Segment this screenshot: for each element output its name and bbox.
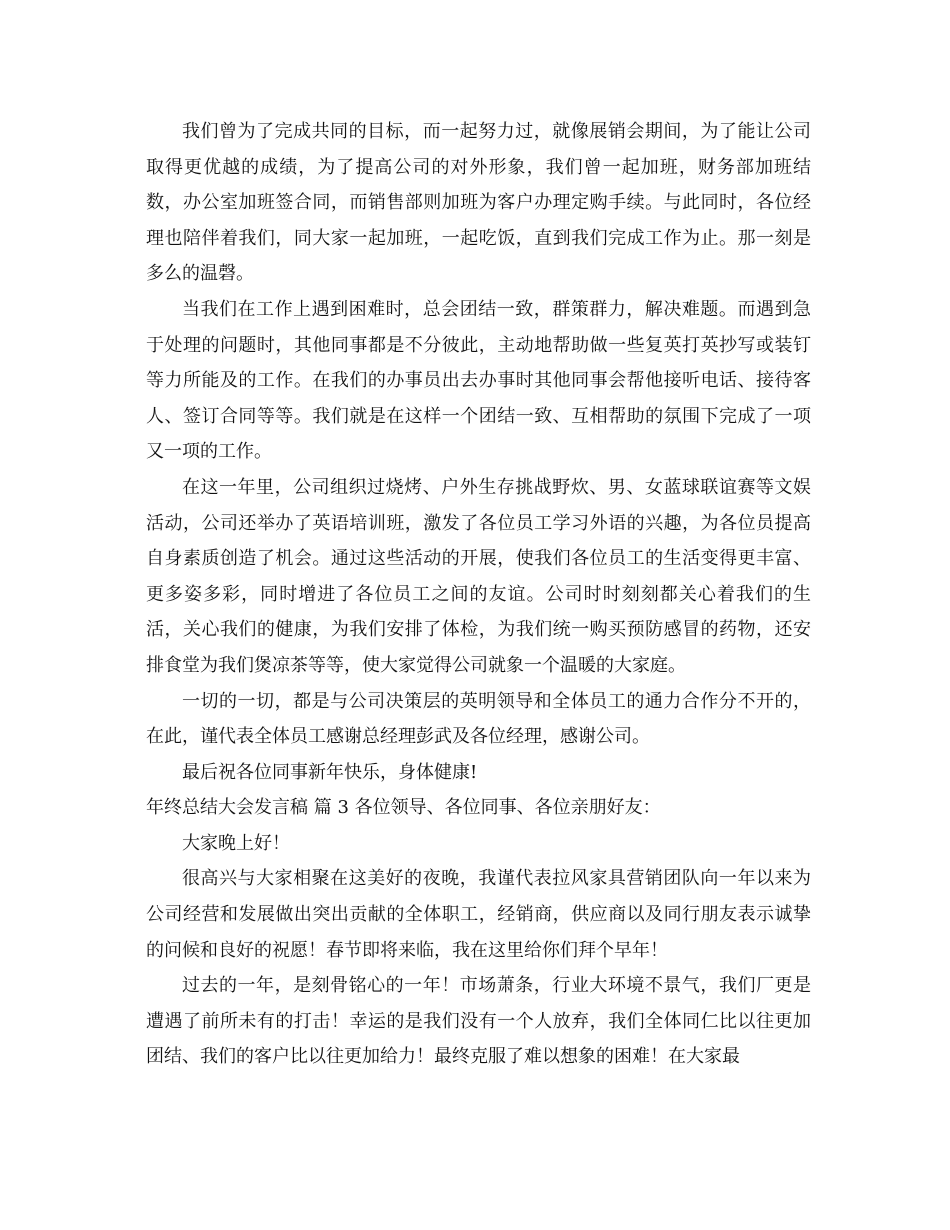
paragraph-greeting: 大家晚上好！ [182,832,290,854]
paragraph-teamwork: 当我们在工作上遇到困难时，总会团结一致，群策群力，解决难题。而遇到急于处理的问题时，其他同事都是不分彼此，主动地帮助做一些复英打英抄写或装钉等力所能及的工作。在我们的办事员出去办事时其他同事会帮他接听电话、接待客人、签订合同等等。我们就是在这样一个团结一致、互相帮助的氛围下完成了一项又一项的工作。 [146,298,811,463]
document-body [146,114,811,1075]
section-heading: 年终总结大会发言稿 篇 3 各位领导、各位同事、各位亲朋好友： [146,797,661,819]
paragraph-welcome: 很高兴与大家相聚在这美好的夜晚，我谨代表拉风家具营销团队向一年以来为公司经营和发展做出突出贡献的全体职工，经销商，供应商以及同行朋友表示诚挚的问候和良好的祝愿！春节即将来临，我在这里给你们拜个早年！ [146,868,811,961]
paragraph-wishes: 最后祝各位同事新年快乐，身体健康! [182,761,478,783]
paragraph-review: 过去的一年，是刻骨铭心的一年！市场萧条，行业大环境不景气，我们厂更是遭遇了前所未有的打击！幸运的是我们没有一个人放弃，我们全体同仁比以往更加团结、我们的客户比以往更加给力！最终克服了难以想象的困难！在大家最 [146,975,811,1068]
paragraph-overtime: 我们曾为了完成共同的目标，而一起努力过，就像展销会期间，为了能让公司取得更优越的成绩，为了提高公司的对外形象，我们曾一起加班，财务部加班结数，办公室加班签合同，而销售部则加班为客户办理定购手续。与此同时，各位经理也陪伴着我们，同大家一起加班，一起吃饭，直到我们完成工作为止。那一刻是多么的温磬。 [146,121,811,285]
paragraph-activities: 在这一年里，公司组织过烧烤、户外生存挑战野炊、男、女蓝球联谊赛等文娱活动，公司还举办了英语培训班，激发了各位员工学习外语的兴趣，为各位员提高自身素质创造了机会。通过这些活动的开展，使我们各位员工的生活变得更丰富、更多姿多彩，同时增进了各位员工之间的友谊。公司时时刻刻都关心着我们的生活，关心我们的健康，为我们安排了体检，为我们统一购买预防感冒的药物，还安排食堂为我们煲凉茶等等，使大家觉得公司就象一个温暖的大家庭。 [146,476,811,676]
paragraph-thanks: 一切的一切，都是与公司决策层的英明领导和全体员工的通力合作分不开的，在此，谨代表全体员工感谢总经理彭武及各位经理，感谢公司。 [146,690,811,748]
